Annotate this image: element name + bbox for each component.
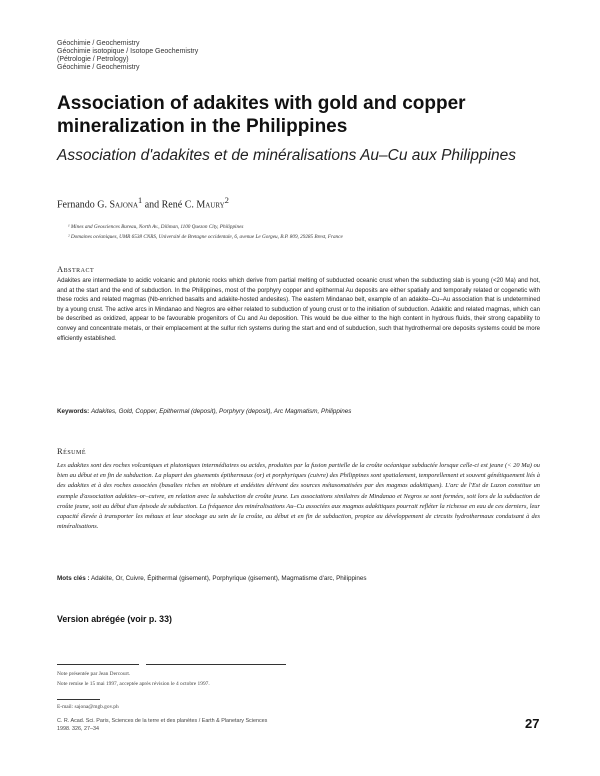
abstract-heading: Abstract	[57, 264, 95, 274]
author-2-sup: 2	[224, 196, 229, 205]
author-1-first: Fernando G.	[57, 199, 110, 211]
category-line: Géochimie isotopique / Isotope Geochemistry	[57, 48, 199, 55]
author-conjunction: and	[142, 199, 162, 211]
mots-cles-label: Mots clés :	[57, 575, 90, 582]
abstract-text: Adakites are intermediate to acidic volcanic and plutonic rocks which derive from partial melting of subducted oceanic crust when the subducting slab is young (<20 Ma) and hot, and at the start and the end of subduction. In the Philippines, most of the porphyry copper and epithermal Au deposits are either spatially and temporally related or cogenetic with these rocks and related magmas (Nb-enriched basalts and adakite-hosted andesites). The eastern Mindanao belt, example of an adakite–Cu–Au association that is undetermined by a young crust. The active arcs in Mindanao and Negros are either related to subduction of young crust or to the initiation of subduction. Adakitic and related magmas, which can be described as oxidized, appear to be favourable progenitors of Cu and Au deposition. This would be due either to the high content in hydrous fluids, their strong capability to convey and concentrate metals, or their emplacement at the sulfur rich systems during the start and end of subduction, such that hydrothermal ore deposits systems could be more efficiently established.	[57, 277, 540, 342]
mots-cles-text: Adakite, Or, Cuivre, Épithermal (gisement), Porphyrique (gisement), Magmatisme d'arc, Philippines	[90, 575, 367, 582]
article-subtitle: Association d'adakites et de minéralisations Au–Cu aux Philippines	[57, 147, 517, 164]
footer-line: 1998. 326, 27–34	[57, 725, 99, 732]
divider-rule	[57, 664, 139, 665]
page-number: 27	[525, 716, 540, 731]
author-1-sup: 1	[138, 196, 143, 205]
resume-text: Les adakites sont des roches volcaniques et plutoniques intermédiaires ou acides, produites par la fusion partielle de la croûte océanique subductée lorsque celle-ci est jeune (< 20 Ma) ou bien au début et en fin de subduction. La plupart des gisements épithermaux (or) et porphyriques (cuivre) des Philippines sont spatialement, temporellement et souvent génétiquement liés à des adakites et à des roches associées (basaltes riches en niobium et andésites dérivant des sources métasomatisées par des magmas adakitiques). L'arc de l'Est de Luzon constitue un exemple d'association adakites–or–cuivre, en relation avec la subduction de croûte jeune. Les associations similaires de Mindanao et Negros se sont formées, soit lors de la subduction de croûte jeune, soit au début d'un épisode de subduction. La fréquence des minéralisations Au–Cu associées aux magmas adakitiques pourrait refléter la richesse en eau de ces derniers, leur capacité élevée à transporter les métaux et leur stockage au sein de la croûte, au début et en fin de subduction, propice au développement de circuits hydrothermaux conduisant à des minéralisations.	[57, 462, 540, 531]
note-presented: Note présentée par Jean Dercourt.	[57, 671, 131, 677]
correspondence-email: E-mail: sajona@mgb.gov.ph	[57, 704, 119, 710]
note-dates: Note remise le 15 mai 1997, acceptée après révision le 4 octobre 1997.	[57, 681, 210, 687]
category-line: Géochimie / Geochemistry	[57, 40, 140, 47]
article-categories	[57, 40, 198, 72]
author-2-first: René C.	[161, 199, 197, 211]
affiliations	[68, 223, 548, 242]
category-line: (Pétrologie / Petrology)	[57, 56, 129, 63]
resume-heading: Résumé	[57, 446, 87, 456]
author-1-last: Sajona	[109, 199, 139, 211]
footer-line: C. R. Acad. Sci. Paris, Sciences de la terre et des planètes / Earth & Planetary Sciences	[57, 718, 268, 724]
affiliation-line: ² Domaines océaniques, UMR 6538 CNRS, Université de Bretagne occidentale, 6, avenue Le Gorgeu, B.P. 809, 29285 Brest, France	[68, 233, 343, 240]
author-line	[57, 196, 229, 210]
keywords	[57, 407, 540, 416]
keywords-text: Adakites, Gold, Copper, Epithermal (deposit), Porphyry (deposit), Arc Magmatism, Philippines	[90, 408, 352, 415]
divider-rule	[57, 699, 100, 700]
version-abregee-link: Version abrégée (voir p. 33)	[57, 614, 172, 624]
keywords-label: Keywords:	[57, 408, 90, 415]
article-title: Association of adakites with gold and copper mineralization in the Philippines	[57, 93, 466, 137]
divider-rule	[146, 664, 286, 665]
affiliation-line: ¹ Mines and Geosciences Bureau, North Av., Diliman, 1100 Quezon City, Philippines	[68, 224, 244, 230]
mots-cles	[57, 574, 540, 583]
author-2-last: Maury	[196, 199, 225, 211]
journal-footer	[57, 718, 477, 733]
category-line: Géochimie / Geochemistry	[57, 64, 140, 71]
